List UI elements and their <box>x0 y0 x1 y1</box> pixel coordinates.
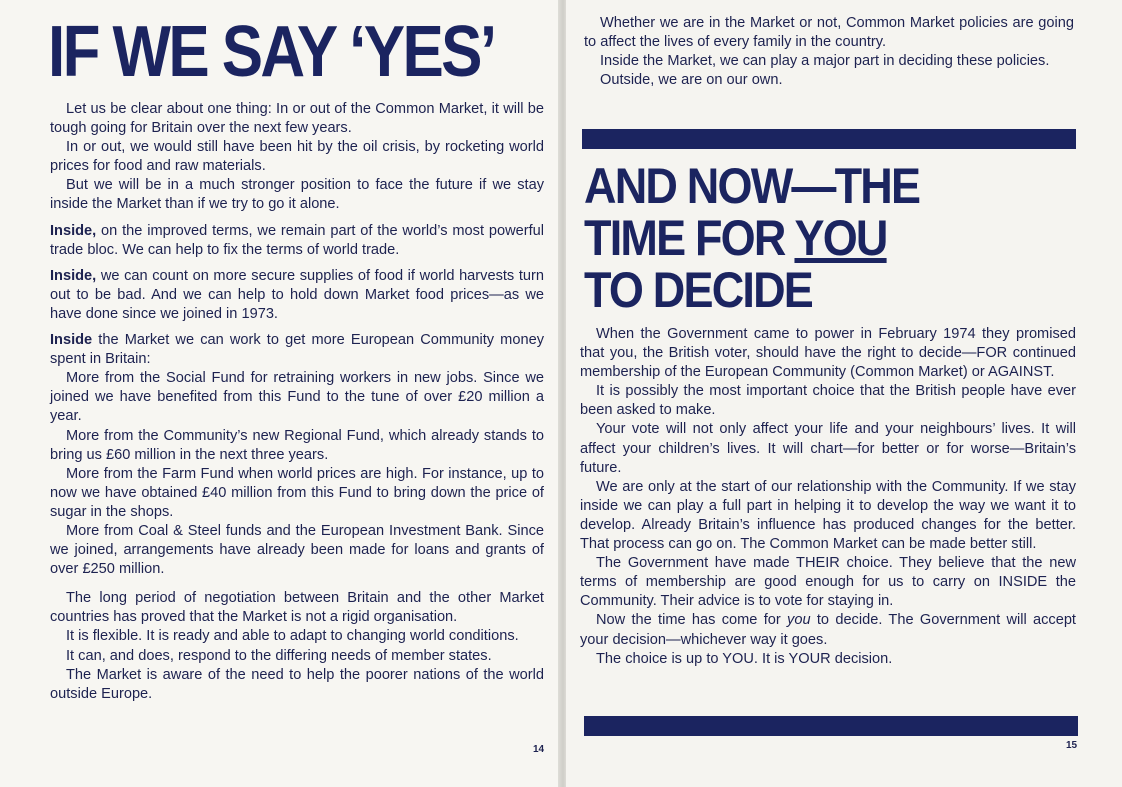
inside-lead: Inside <box>50 332 93 349</box>
left-page <box>0 0 560 787</box>
text: to decide. The Government will accept your decision—whichever way it goes. <box>580 612 1076 648</box>
fund-item: More from the Farm Fund when world prices are high. For instance, up to now we have obtained £40 million from this Fund to bring down the price of sugar in the shops. <box>50 465 544 520</box>
page-number: 14 <box>533 744 545 755</box>
divider-bar <box>582 129 1076 149</box>
headline-line: AND NOW—THE <box>584 158 920 214</box>
divider-bar <box>584 716 1078 736</box>
right-intro <box>584 14 1074 90</box>
paragraph-inside-3 <box>50 331 544 369</box>
paragraph-now <box>580 611 1076 649</box>
right-headline <box>584 160 1034 316</box>
text: Now the time has come for <box>596 612 788 629</box>
paragraph: We are only at the start of our relationship with the Community. If we stay inside we can play a full part in helping it to develop the way we want it to develop. Already Britain’s influence has produced changes for the better. That process can go on. The Common Market can be made better still. <box>580 478 1076 553</box>
emphasis: you <box>787 612 811 629</box>
paragraph: But we will be in a much stronger position to face the future if we stay inside the Market than if we try to go it alone. <box>50 177 544 213</box>
right-body <box>580 325 1076 669</box>
fund-item: More from Coal & Steel funds and the European Investment Bank. Since we joined, arrangements have already been made for loans and grants of over £250 million. <box>50 522 544 578</box>
paragraph: The choice is up to YOU. It is YOUR decision. <box>596 650 893 667</box>
paragraph: In or out, we would still have been hit by the oil crisis, by rocketing world prices for food and raw materials. <box>50 139 544 175</box>
headline-you: YOU <box>794 210 887 266</box>
paragraph: Whether we are in the Market or not, Common Market policies are going to affect the lives of every family in the country. <box>584 15 1074 51</box>
inside-lead: Inside, <box>50 267 97 284</box>
fund-item: More from the Community’s new Regional Fund, which already stands to bring us £60 million in the next three years. <box>50 427 544 463</box>
paragraph: The Market is aware of the need to help the poorer nations of the world outside Europe. <box>50 666 544 702</box>
inside-text: on the improved terms, we remain part of the world’s most powerful trade bloc. We can help to fix the terms of world trade. <box>50 222 544 258</box>
paragraph: The long period of negotiation between Britain and the other Market countries has proved that the Market is not a rigid organisation. <box>50 590 544 626</box>
right-page <box>566 0 1122 787</box>
paragraph-inside-1 <box>50 222 544 260</box>
paragraph: It is possibly the most important choice that the British people have ever been asked to make. <box>580 383 1076 419</box>
headline-text: TIME FOR <box>584 210 795 266</box>
paragraph: The Government have made THEIR choice. They believe that the new terms of membership are good enough for us to carry on INSIDE the Community. Their advice is to vote for staying in. <box>580 555 1076 610</box>
inside-text: the Market we can work to get more European Community money spent in Britain: <box>50 332 544 368</box>
paragraph: It is flexible. It is ready and able to adapt to changing world conditions. <box>66 628 519 645</box>
paragraph: Let us be clear about one thing: In or out of the Common Market, it will be tough going for Britain over the next few years. <box>50 101 544 137</box>
headline-line: TO DECIDE <box>584 262 813 318</box>
inside-text: we can count on more secure supplies of food if world harvests turn out to be bad. And we can help to hold down Market food prices—as we have done since we joined in 1973. <box>50 267 544 322</box>
fund-item: More from the Social Fund for retraining workers in new jobs. Since we joined we have benefited from this Fund to the tune of over £20 million a year. <box>50 370 544 425</box>
left-body <box>50 100 544 704</box>
paragraph: Outside, we are on our own. <box>600 72 783 89</box>
page-number: 15 <box>1066 740 1078 751</box>
paragraph: Inside the Market, we can play a major part in deciding these policies. <box>600 53 1050 70</box>
paragraph: When the Government came to power in February 1974 they promised that you, the British voter, should have the right to decide—FOR continued membership of the European Community (Common Market) or AGAINST. <box>580 326 1076 381</box>
paragraph: Your vote will not only affect your life and your neighbours’ lives. It will affect your children’s lives. It will chart—for better or for worse—Britain’s future. <box>580 421 1076 476</box>
paragraph-inside-2 <box>50 267 544 324</box>
paragraph: It can, and does, respond to the differing needs of member states. <box>66 647 492 664</box>
headline-line <box>584 212 1034 264</box>
inside-lead: Inside, <box>50 222 97 239</box>
left-headline: IF WE SAY ‘YES’ <box>48 12 495 92</box>
